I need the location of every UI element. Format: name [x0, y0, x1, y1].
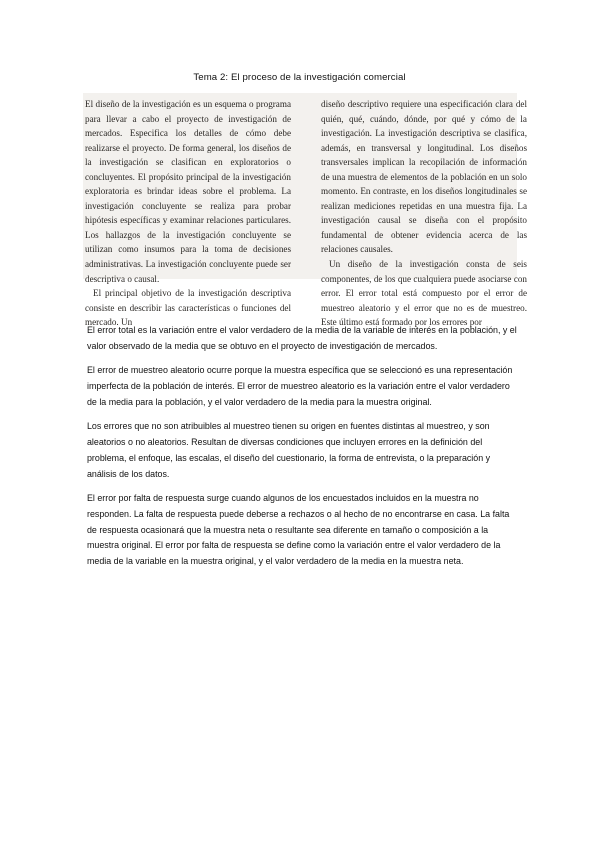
paragraph-total-error: El error total es la variación entre el valor verdadero de la media de la variable de interés en la población, y el valor observado de la media que se obtuvo en el proyecto de investigación de mercados.	[87, 325, 517, 351]
scanned-textbook-excerpt	[83, 93, 527, 328]
scan-paragraph: Un diseño de la investigación consta de seis componentes, de los que cualquiera puede asociarse con error. El error total está compuesto por el error de muestreo aleatorio y el error que no es de muestreo. Este último está formado por los errores por	[321, 259, 527, 328]
paragraph-non-sampling-error: Los errores que no son atribuibles al muestreo tienen su origen en fuentes distintas al muestreo, y son aleatorios o no aleatorios. Resultan de diversas condiciones que incluyen errores en la definición del problema, el enfoque, las escalas, el diseño del cuestionario, la forma de entrevista, o la preparación y análisis de los datos.	[87, 420, 491, 479]
scan-paragraph: El principal objetivo de la investigación descriptiva consiste en describir las características o funciones del mercado. Un	[85, 288, 291, 328]
body-text	[87, 323, 517, 578]
scan-paragraph: El diseño de la investigación es un esquema o programa para llevar a cabo el proyecto de investigación de mercados. Especifica los detalles de cómo debe realizarse el proyecto. De forma general, los diseños de la investigación se clasifican en exploratorios o concluyentes. El propósito principal de la investigación exploratoria es brindar ideas sobre el problema. La investigación concluyente se realiza para probar hipótesis específicas y examinar relaciones particulares. Los hallazgos de la investigación concluyente se utilizan como insumos para la toma de decisiones administrativas. La investigación concluyente puede ser descriptiva o causal.	[85, 99, 291, 284]
paragraph-nonresponse-error: El error por falta de respuesta surge cuando algunos de los encuestados incluidos en la muestra no responden. La falta de respuesta puede deberse a rechazos o al hecho de no encontrarse en casa. La falta de respuesta ocasionará que la muestra neta o resultante sea diferente en tamaño o composición a la muestra original. El error por falta de respuesta se define como la variación entre el valor verdadero de la media de la variable en la muestra original, y el valor verdadero de la media en la muestra neta.	[87, 492, 510, 567]
page-title: Tema 2: El proceso de la investigación comercial	[193, 72, 406, 83]
scan-right-column	[321, 97, 527, 330]
scan-paragraph: diseño descriptivo requiere una especificación clara del quién, qué, cuándo, dónde, por qué y cómo de la investigación. La investigación descriptiva se clasifica, además, en transversal y longitudinal. Los diseños transversales implican la recopilación de información de una muestra de elementos de la población en un solo momento. En contraste, en los diseños longitudinales se realizan mediciones repetidas en una muestra fija. La investigación causal se diseña con el propósito fundamental de obtener evidencia acerca de las relaciones causales.	[321, 99, 527, 255]
paragraph-random-sampling-error: El error de muestreo aleatorio ocurre porque la muestra específica que se seleccionó es una representación imperfecta de la población de interés. El error de muestreo aleatorio es la variación entre el valor verdadero de la media para la población, y el valor verdadero de la media para la muestra original.	[87, 365, 513, 407]
scan-left-column	[85, 97, 291, 330]
